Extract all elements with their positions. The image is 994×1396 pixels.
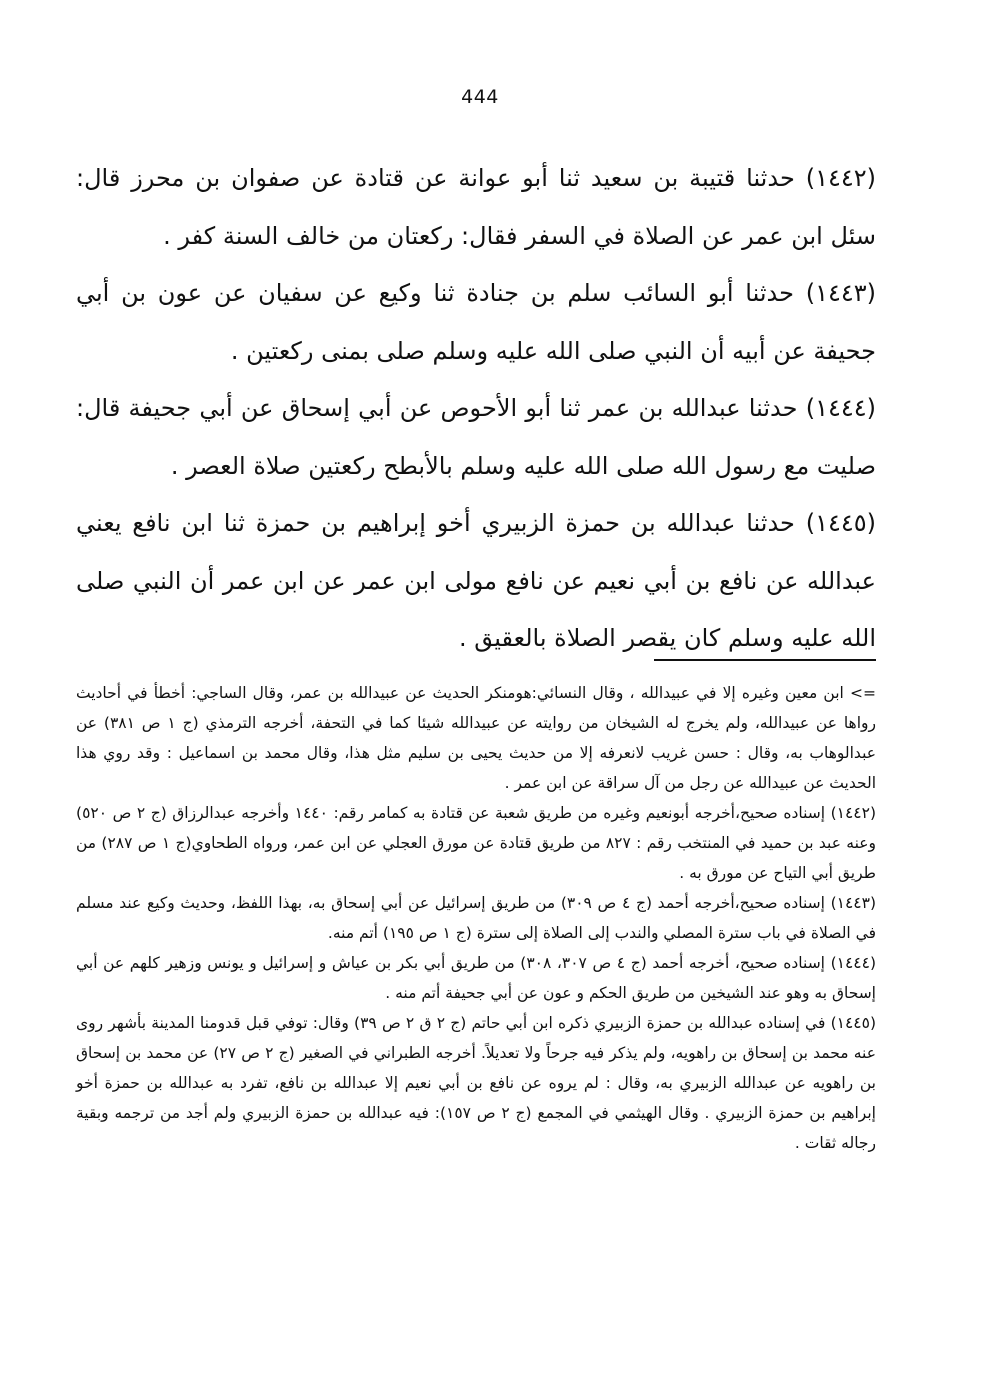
- footnote-1445: (١٤٤٥) في إسناده عبدالله بن حمزة الزبيري ذكره ابن أبي حاتم (ج ٢ ق ٢ ص ٣٩) وقال: توفي قبل قدومنا المدينة بأشهر روى عنه محمد بن إسحاق بن راهويه، ولم يذكر فيه جرحاً ولا تعديلاً. أخرجه الطبراني في الصغير (ج ٢ ص ٢٧) عن محمد بن إسحاق بن راهويه عن عبدالله الزبيري به، وقال : لم يروه عن نافع بن أبي نعيم إلا عبدالله بن نافع، تفرد به عبدالله بن حمزة أخو إبراهيم بن حمزة الزبيري . وقال الهيثمي في المجمع (ج ٢ ص ١٥٧): فيه عبدالله بن حمزة الزبيري ولم أجد من ترجمه وبقية رجاله ثقات .: [76, 1014, 877, 1152]
- hadith-1444: (١٤٤٤) حدثنا عبدالله بن عمر ثنا أبو الأحوص عن أبي إسحاق عن أبي جحيفة قال: صليت مع رسول الله صلى الله عليه وسلم بالأبطح ركعتين صلاة العصر .: [76, 394, 876, 480]
- footnote-divider: [654, 659, 876, 661]
- hadith-1445: (١٤٤٥) حدثنا عبدالله بن حمزة الزبيري أخو إبراهيم بن حمزة ثنا ابن نافع يعني عبدالله عن نافع بن أبي نعيم عن نافع مولى ابن عمر عن ابن عمر أن النبي صلى الله عليه وسلم كان يقصر الصلاة بالعقيق .: [76, 509, 876, 652]
- footnotes: [76, 678, 876, 1158]
- footnote-continuation: => ابن معين وغيره إلا في عبيدالله ، وقال النسائي:هومنكر الحديث عن عبيدالله بن عمر، وقال الساجي: أخطأ في أحاديث رواها عن عبيدالله، ولم يخرج له الشيخان من روايته عن عبيدالله شيئا كما في التحفة، أخرجه الترمذي (ج ١ ص ٣٨١) عن عبدالوهاب به، وقال : حسن غريب لانعرفه إلا من حديث يحيى بن سليم مثل هذا، وقال محمد بن اسماعيل : وقد روي هذا الحديث عن عبيدالله عن رجل من آل سراقة عن ابن عمر .: [76, 684, 877, 792]
- main-text: [76, 150, 876, 668]
- hadith-1442: (١٤٤٢) حدثنا قتيبة بن سعيد ثنا أبو عوانة عن قتادة عن صفوان بن محرز قال: سئل ابن عمر عن الصلاة في السفر فقال: ركعتان من خالف السنة كفر .: [76, 164, 876, 250]
- footnote-1443: (١٤٤٣) إسناده صحيح،أخرجه أحمد (ج ٤ ص ٣٠٩) من طريق إسرائيل عن أبي إسحاق به، بهذا اللفظ، وحديث وكيع عند مسلم في الصلاة في باب سترة المصلي والندب إلى الصلاة إلى سترة (ج ١ ص ١٩٥) أتم منه.: [76, 894, 876, 942]
- footnote-1442: (١٤٤٢) إسناده صحيح،أخرجه أبونعيم وغيره من طريق شعبة عن قتادة به كمامر رقم: ١٤٤٠ وأخرجه عبدالرزاق (ج ٢ ص ٥٢٠) وعنه عبد بن حميد في المنتخب رقم : ٨٢٧ من طريق قتادة عن مورق العجلي عن ابن عمر، ورواه الطحاوي(ج ١ ص ٢٨٧) من طريق أبي التياح عن مورق به .: [76, 804, 877, 882]
- hadith-1443: (١٤٤٣) حدثنا أبو السائب سلم بن جنادة ثنا وكيع عن سفيان عن عون بن أبي جحيفة عن أبيه أن النبي صلى الله عليه وسلم صلى بمنى ركعتين .: [76, 279, 876, 365]
- footnote-1444: (١٤٤٤) إسناده صحيح، أخرجه أحمد (ج ٤ ص ٣٠٧، ٣٠٨) من طريق أبي بكر بن عياش و إسرائيل و يونس وزهير كلهم عن أبي إسحاق به وهو عند الشيخين من طريق الحكم و عون عن أبي جحيفة أتم منه .: [76, 954, 876, 1002]
- page-number: 444: [461, 86, 499, 108]
